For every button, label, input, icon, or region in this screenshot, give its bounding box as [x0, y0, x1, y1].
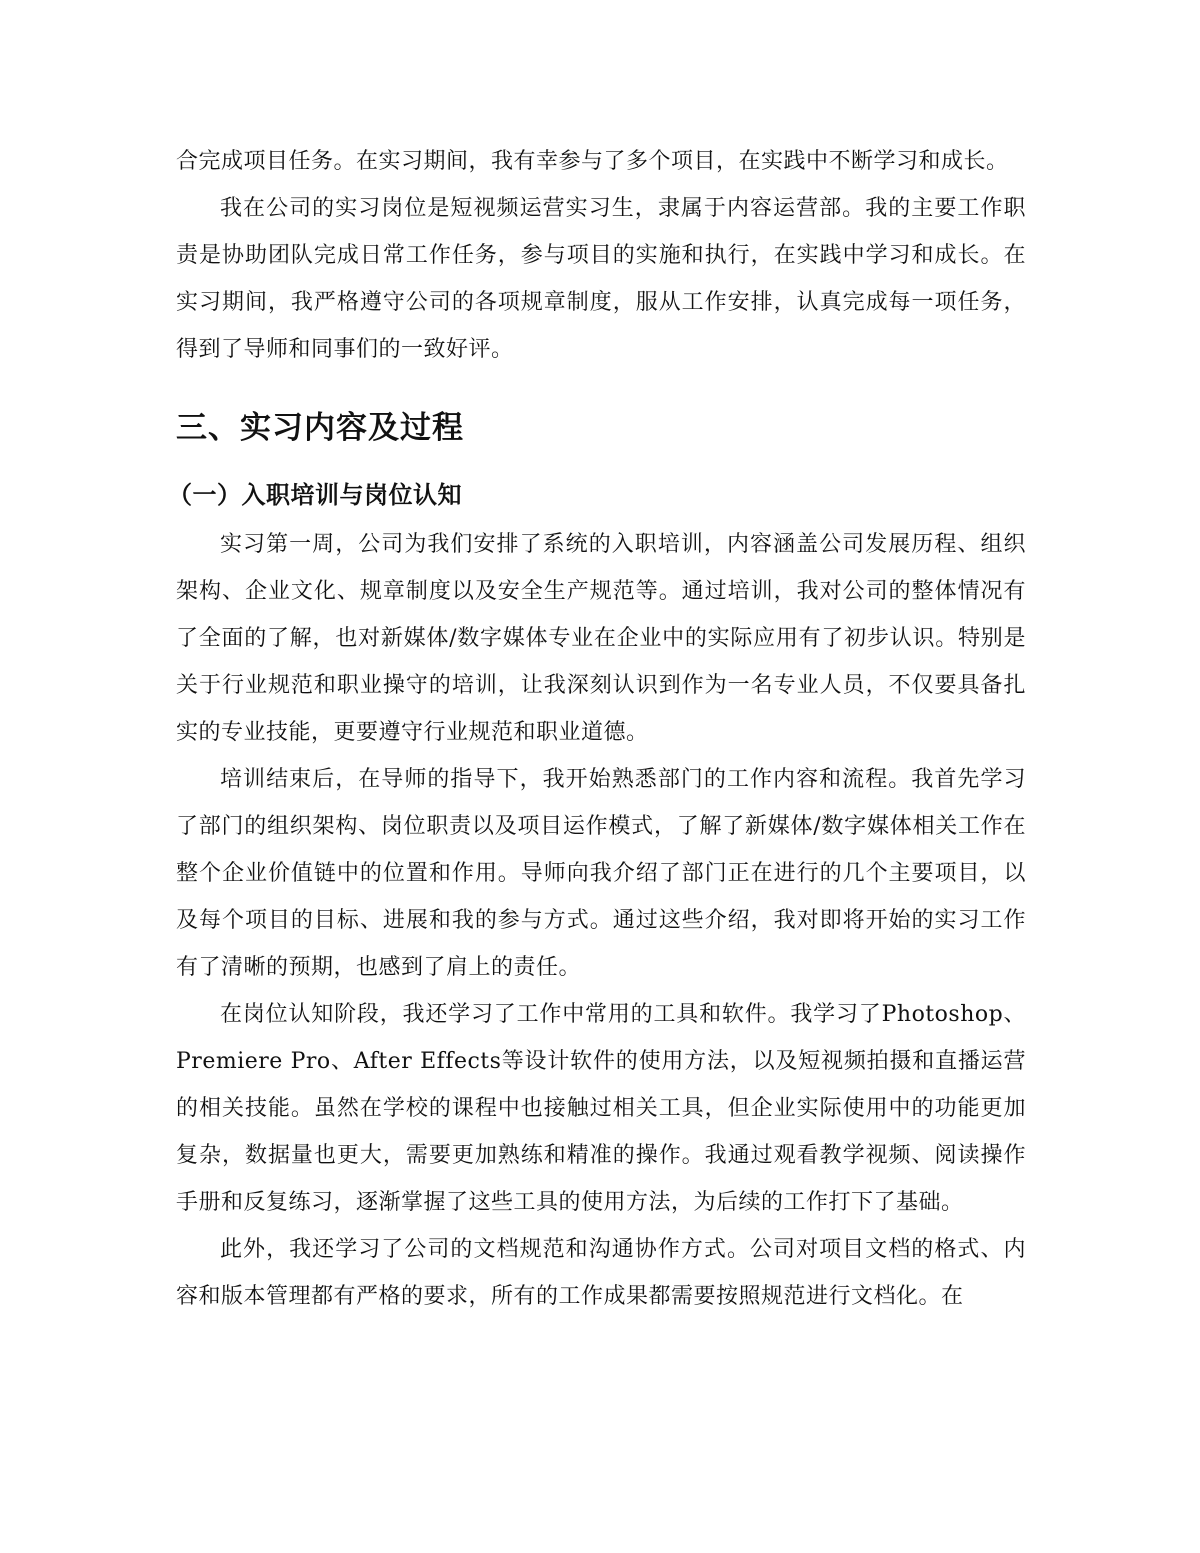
document-body	[168, 138, 1026, 1320]
section-heading: 三、实习内容及过程	[176, 410, 464, 446]
paragraph: 合完成项目任务。在实习期间，我有幸参与了多个项目，在实践中不断学习和成长。	[176, 149, 1009, 174]
paragraph: 培训结束后，在导师的指导下，我开始熟悉部门的工作内容和流程。我首先学习了部门的组织架构、岗位职责以及项目运作模式，了解了新媒体/数字媒体相关工作在整个企业价值链中的位置和作用。导师向我介绍了部门正在进行的几个主要项目，以及每个项目的目标、进展和我的参与方式。通过这些介绍，我对即将开始的实习工作有了清晰的预期，也感到了肩上的责任。	[176, 767, 1026, 980]
paragraph: 此外，我还学习了公司的文档规范和沟通协作方式。公司对项目文档的格式、内容和版本管理都有严格的要求，所有的工作成果都需要按照规范进行文档化。在	[176, 1237, 1026, 1309]
paragraph: 在岗位认知阶段，我还学习了工作中常用的工具和软件。我学习了Photoshop、Premiere Pro、After Effects等设计软件的使用方法，以及短视频拍摄和直播运营的相关技能。虽然在学校的课程中也接触过相关工具，但企业实际使用中的功能更加复杂，数据量也更大，需要更加熟练和精准的操作。我通过观看教学视频、阅读操作手册和反复练习，逐渐掌握了这些工具的使用方法，为后续的工作打下了基础。	[176, 1002, 1026, 1215]
subsection-heading: （一）入职培训与岗位认知	[168, 481, 462, 509]
paragraph: 我在公司的实习岗位是短视频运营实习生，隶属于内容运营部。我的主要工作职责是协助团队完成日常工作任务，参与项目的实施和执行，在实践中学习和成长。在实习期间，我严格遵守公司的各项规章制度，服从工作安排，认真完成每一项任务，得到了导师和同事们的一致好评。	[176, 196, 1026, 362]
paragraph: 实习第一周，公司为我们安排了系统的入职培训，内容涵盖公司发展历程、组织架构、企业文化、规章制度以及安全生产规范等。通过培训，我对公司的整体情况有了全面的了解，也对新媒体/数字媒体专业在企业中的实际应用有了初步认识。特别是关于行业规范和职业操守的培训，让我深刻认识到作为一名专业人员，不仅要具备扎实的专业技能，更要遵守行业规范和职业道德。	[176, 532, 1026, 745]
